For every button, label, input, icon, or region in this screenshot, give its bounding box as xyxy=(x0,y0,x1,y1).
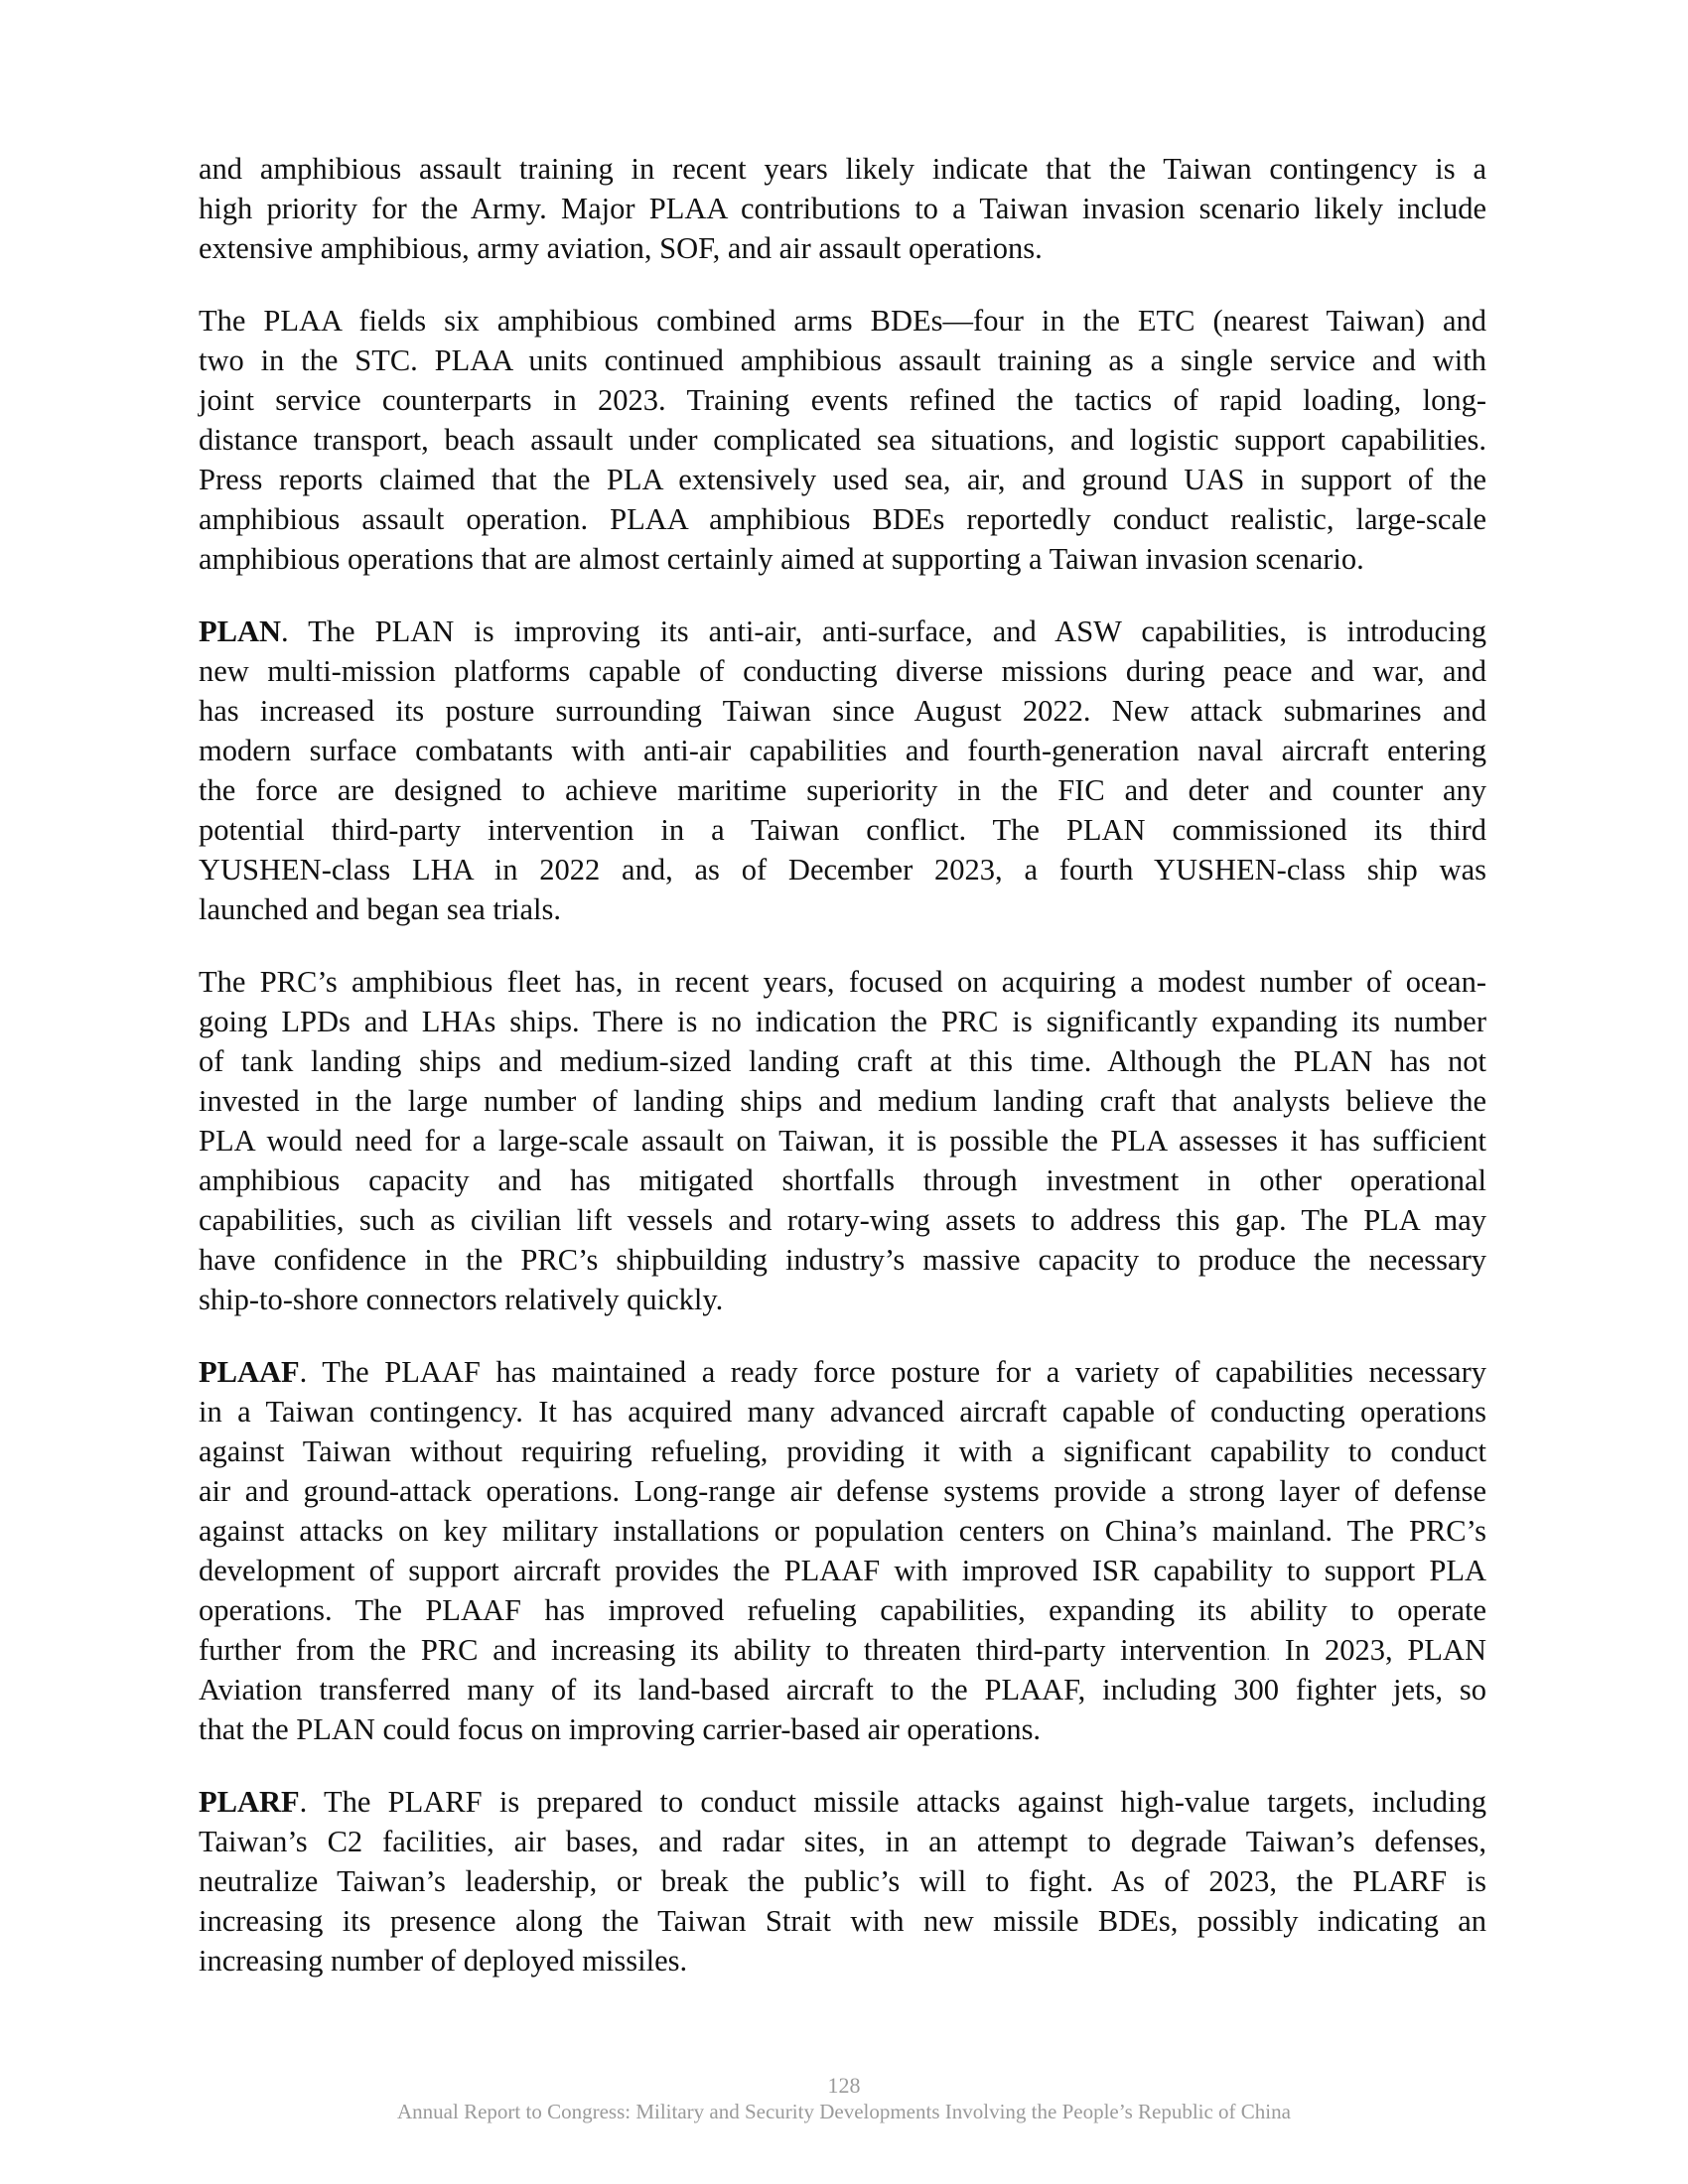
text-line: Taiwan’s C2 facilities, air bases, and radar sites, in an attempt to degrade Taiwan’s defenses, xyxy=(199,1825,1486,1858)
text-line: in a Taiwan contingency. It has acquired many advanced aircraft capable of conducting operations xyxy=(199,1395,1486,1429)
text-line: against attacks on key military installations or population centers on China’s mainland. The PRC’s xyxy=(199,1514,1486,1548)
text-run: . The PLARF is prepared to conduct missile attacks against high-value targets, including xyxy=(299,1785,1486,1819)
page-body xyxy=(199,149,1486,2013)
paragraph-plan xyxy=(199,612,1486,929)
small-period: . xyxy=(1266,1649,1270,1664)
text-line: development of support aircraft provides the PLAAF with improved ISR capability to support PLA xyxy=(199,1554,1486,1587)
text-line: Press reports claimed that the PLA extensively used sea, air, and ground UAS in support of the xyxy=(199,463,1486,496)
text-line: amphibious assault operation. PLAA amphibious BDEs reportedly conduct realistic, large-scale xyxy=(199,502,1486,536)
text-line: have confidence in the PRC’s shipbuilding industry’s massive capacity to produce the necessary xyxy=(199,1243,1486,1277)
footer-caption: Annual Report to Congress: Military and Security Developments Involving the People’s Republic of China xyxy=(397,2100,1291,2123)
text-line: PLA would need for a large-scale assault on Taiwan, it is possible the PLA assesses it has sufficient xyxy=(199,1124,1486,1158)
text-line: extensive amphibious, army aviation, SOF, and air assault operations. xyxy=(199,231,1043,265)
text-line: launched and began sea trials. xyxy=(199,892,562,926)
text-line: has increased its posture surrounding Taiwan since August 2022. New attack submarines and xyxy=(199,694,1486,728)
text-line: new multi-mission platforms capable of conducting diverse missions during peace and war, and xyxy=(199,654,1486,688)
text-line: the force are designed to achieve maritime superiority in the FIC and deter and counter any xyxy=(199,773,1486,807)
text-line: capabilities, such as civilian lift vessels and rotary-wing assets to address this gap. The PLA may xyxy=(199,1203,1486,1237)
text-line: against Taiwan without requiring refueling, providing it with a significant capability to conduct xyxy=(199,1434,1486,1468)
text-line: two in the STC. PLAA units continued amphibious assault training as a single service and with xyxy=(199,343,1486,377)
paragraph-plaaf xyxy=(199,1352,1486,1749)
text-line: The PLAA fields six amphibious combined arms BDEs—four in the ETC (nearest Taiwan) and xyxy=(199,304,1486,338)
text-line: neutralize Taiwan’s leadership, or break the public’s will to fight. As of 2023, the PLARF is xyxy=(199,1864,1486,1898)
text-run: further from the PRC and increasing its ability to threaten third-party intervention xyxy=(199,1633,1267,1667)
paragraph-amphibious-fleet xyxy=(199,962,1486,1319)
text-line: high priority for the Army. Major PLAA contributions to a Taiwan invasion scenario likely include xyxy=(199,192,1486,225)
text-line: increasing its presence along the Taiwan Strait with new missile BDEs, possibly indicating an xyxy=(199,1904,1486,1938)
text-line: distance transport, beach assault under complicated sea situations, and logistic support capabilities. xyxy=(199,423,1486,457)
text-line: modern surface combatants with anti-air capabilities and fourth-generation naval aircraft entering xyxy=(199,734,1486,767)
paragraph-plarf xyxy=(199,1782,1486,1980)
text-line: amphibious capacity and has mitigated shortfalls through investment in other operational xyxy=(199,1163,1486,1197)
section-lead-plan: PLAN xyxy=(199,614,282,648)
text-line: potential third-party intervention in a Taiwan conflict. The PLAN commissioned its third xyxy=(199,813,1486,847)
text-line: amphibious operations that are almost certainly aimed at supporting a Taiwan invasion scenario. xyxy=(199,542,1364,576)
text-line xyxy=(199,612,1486,651)
text-line: increasing number of deployed missiles. xyxy=(199,1944,688,1978)
text-line: invested in the large number of landing ships and medium landing craft that analysts believe the xyxy=(199,1084,1486,1118)
text-line: ship-to-shore connectors relatively quickly. xyxy=(199,1283,724,1316)
text-line: The PRC’s amphibious fleet has, in recent years, focused on acquiring a modest number of ocean- xyxy=(199,965,1486,999)
text-line xyxy=(199,1352,1486,1392)
paragraph-plaa-amphibious-bdes xyxy=(199,301,1486,579)
text-run: . The PLAAF has maintained a ready force posture for a variety of capabilities necessary xyxy=(299,1355,1486,1389)
text-line: air and ground-attack operations. Long-range air defense systems provide a strong layer of defense xyxy=(199,1474,1486,1508)
text-run: In 2023, PLAN xyxy=(1270,1633,1486,1667)
text-line: that the PLAN could focus on improving carrier-based air operations. xyxy=(199,1712,1042,1746)
paragraph-plaa-priority xyxy=(199,149,1486,268)
page-number: 128 xyxy=(827,2073,861,2098)
section-lead-plarf: PLARF xyxy=(199,1785,300,1819)
text-line: Aviation transferred many of its land-based aircraft to the PLAAF, including 300 fighter jets, so xyxy=(199,1673,1486,1706)
text-line: YUSHEN-class LHA in 2022 and, as of December 2023, a fourth YUSHEN-class ship was xyxy=(199,853,1486,887)
text-run: . The PLAN is improving its anti-air, anti-surface, and ASW capabilities, is introducing xyxy=(281,614,1486,648)
text-line: joint service counterparts in 2023. Training events refined the tactics of rapid loading, long- xyxy=(199,383,1486,417)
text-line: operations. The PLAAF has improved refueling capabilities, expanding its ability to operate xyxy=(199,1593,1486,1627)
text-line xyxy=(199,1782,1486,1822)
section-lead-plaaf: PLAAF xyxy=(199,1355,300,1389)
text-line: of tank landing ships and medium-sized landing craft at this time. Although the PLAN has not xyxy=(199,1044,1486,1078)
text-line: going LPDs and LHAs ships. There is no indication the PRC is significantly expanding its number xyxy=(199,1005,1486,1038)
text-line: and amphibious assault training in recent years likely indicate that the Taiwan contingency is a xyxy=(199,152,1486,186)
text-line xyxy=(199,1630,1486,1670)
